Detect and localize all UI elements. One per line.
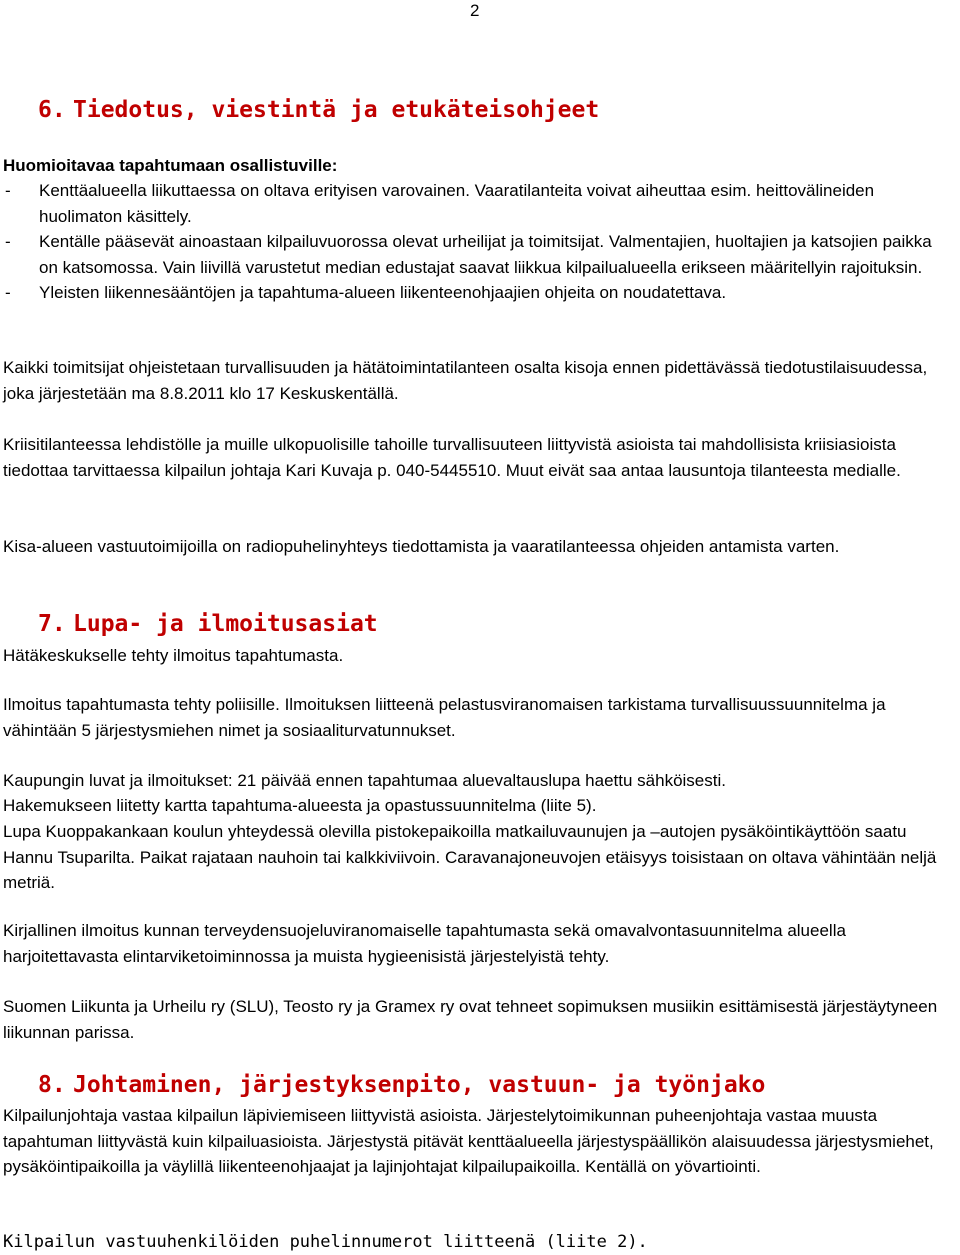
paragraph: Kriisitilanteessa lehdistölle ja muille ulkopuolisille tahoille turvallisuuteen liittyvistä asioista tai mahdollisista kriisiasioista tiedottaa tarvittaessa kilpailun johtaja Kari Kuvaja p. 040-5445510. Muut eivät saa antaa lausuntoja tilanteesta medialle. <box>3 435 901 480</box>
section-7-heading <box>0 610 960 638</box>
paragraph: Kilpailunjohtaja vastaa kilpailun läpiviemiseen liittyvistä asioista. Järjestelytoimikunnan puheenjohtaja vastaa muusta tapahtuman liittyvästä kuin kilpailuasioista. Järjestystä pitävät kenttäalueella järjestyspäällikön alaisuudessa järjestysmiehet, pysäköintipaikoilla ja väylillä liikenteenohjaajat ja lajinjohtajat kilpailupaikoilla. Kentällä on yövartiointi. <box>3 1106 934 1176</box>
section-6-subheading: Huomioitavaa tapahtumaan osallistuville: <box>3 156 338 175</box>
list-item: - Kenttäalueella liikuttaessa on oltava erityisen varovainen. Vaaratilanteita voivat aiheuttaa esim. heittovälineiden huolimaton käsittely. <box>3 178 943 229</box>
section-7-number: 7. <box>38 611 66 637</box>
paragraph: Suomen Liikunta ja Urheilu ry (SLU), Teosto ry ja Gramex ry ovat tehneet sopimuksen musiikin esittämisestä järjestäytyneen liikunnan parissa. <box>3 997 938 1042</box>
bullet-text: Yleisten liikennesääntöjen ja tapahtuma-alueen liikenteenohjaajien ohjeita on noudatettava. <box>39 283 727 302</box>
list-item: - Kentälle pääsevät ainoastaan kilpailuvuorossa olevat urheilijat ja toimitsijat. Valmentajien, huoltajien ja katsojien paikka on katsomossa. Vain liivillä varustetut median edustajat saavat liikkua kilpailualueella erikseen määritellyin rajoituksin. <box>3 229 943 280</box>
section-8-number: 8. <box>38 1072 66 1098</box>
section-6-heading <box>0 96 960 124</box>
section-7-title: Lupa- ja ilmoitusasiat <box>73 611 378 637</box>
paragraph: Kaupungin luvat ja ilmoitukset: 21 päivää ennen tapahtumaa aluevaltauslupa haettu sähköisesti. <box>3 771 726 790</box>
bullet-text: Kentälle pääsevät ainoastaan kilpailuvuorossa olevat urheilijat ja toimitsijat. Valmentajien, huoltajien ja katsojien paikka on katsomossa. Vain liivillä varustetut median edustajat saavat liikkua kilpailualueella erikseen määritellyin rajoituksin. <box>39 232 932 277</box>
section-6-number: 6. <box>38 97 66 123</box>
section-8-heading <box>0 1071 960 1099</box>
paragraph: Hakemukseen liitetty kartta tapahtuma-alueesta ja opastussuunnitelma (liite 5). <box>3 796 597 815</box>
paragraph: Kirjallinen ilmoitus kunnan terveydensuojeluviranomaiselle tapahtumasta sekä omavalvontasuunnitelma alueella harjoitettavasta elintarviketoiminnossa ja muista hygieenisistä järjestelyistä tehty. <box>3 921 846 966</box>
page-number: 2 <box>470 1 480 20</box>
footer-line: Kilpailun vastuuhenkilöiden puhelinnumerot liitteenä (liite 2). <box>3 1232 648 1252</box>
paragraph: Kisa-alueen vastuutoimijoilla on radiopuhelinyhteys tiedottamista ja vaaratilanteessa ohjeiden antamista varten. <box>3 537 840 556</box>
paragraph: Lupa Kuoppakankaan koulun yhteydessä olevilla pistokepaikoilla matkailuvaunujen ja –autojen pysäköintikäyttöön saatu Hannu Tsuparilta. Paikat rajataan nauhoin tai kalkkiviivoin. Caravanajoneuvojen etäisyys toisistaan on oltava vähintään neljä metriä. <box>3 822 937 892</box>
paragraph: Hätäkeskukselle tehty ilmoitus tapahtumasta. <box>3 646 344 665</box>
section-8-title: Johtaminen, järjestyksenpito, vastuun- ja työnjako <box>73 1072 766 1098</box>
paragraph: Kaikki toimitsijat ohjeistetaan turvallisuuden ja hätätoimintatilanteen osalta kisoja ennen pidettävässä tiedotustilaisuudessa, joka järjestetään ma 8.8.2011 klo 17 Keskuskentällä. <box>3 358 928 403</box>
paragraph: Ilmoitus tapahtumasta tehty poliisille. Ilmoituksen liitteenä pelastusviranomaisen tarkistama turvallisuussuunnitelma ja vähintään 5 järjestysmiehen nimet ja sosiaaliturvatunnukset. <box>3 695 886 740</box>
bullet-text: Kenttäalueella liikuttaessa on oltava erityisen varovainen. Vaaratilanteita voivat aiheuttaa esim. heittovälineiden huolimaton käsittely. <box>39 181 875 226</box>
list-item: - Yleisten liikennesääntöjen ja tapahtuma-alueen liikenteenohjaajien ohjeita on noudatettava. <box>3 280 943 306</box>
section-6-title: Tiedotus, viestintä ja etukäteisohjeet <box>73 97 600 123</box>
section-6-bullet-list <box>0 178 943 306</box>
